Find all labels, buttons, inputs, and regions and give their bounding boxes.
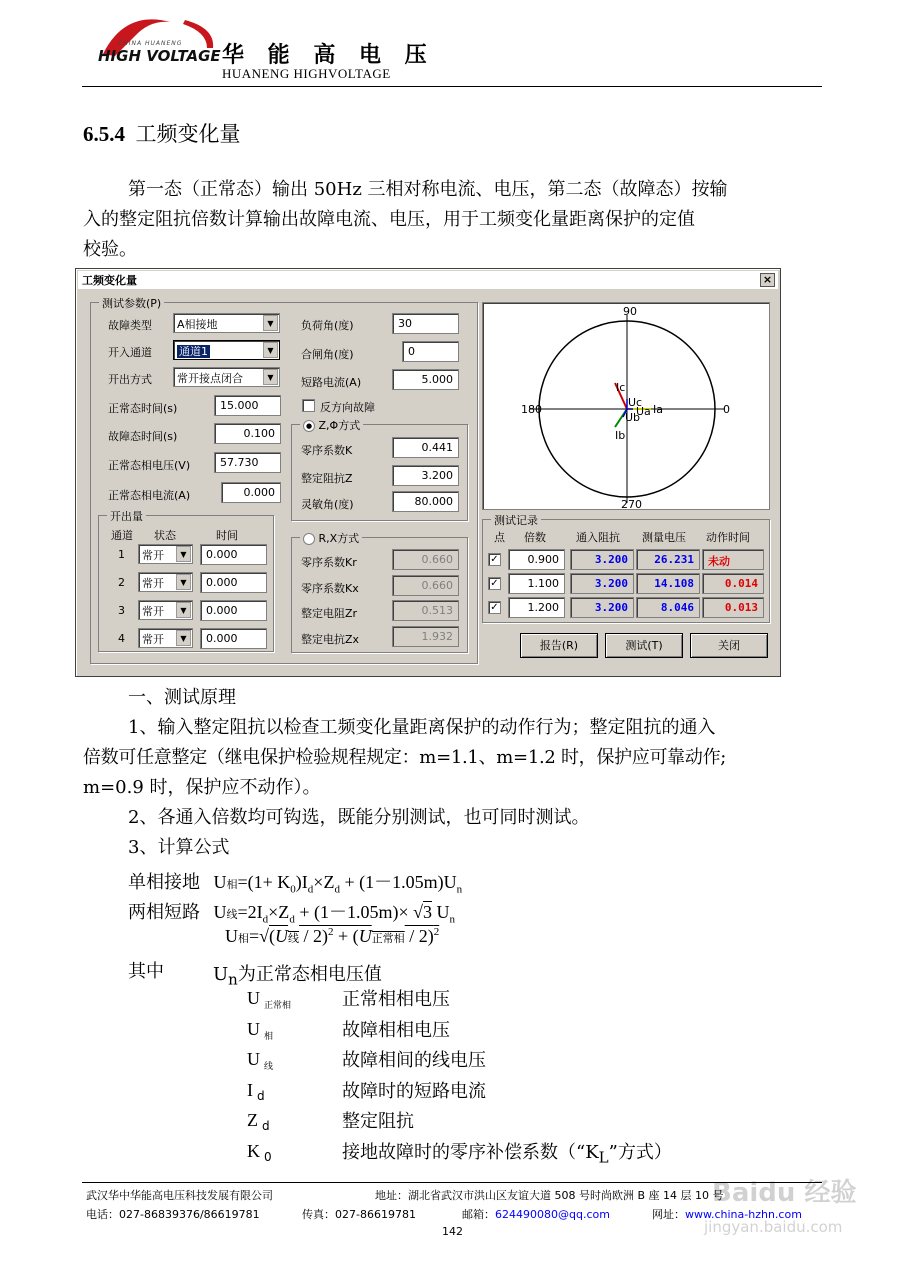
normal-current-label: 正常态相电流(A) — [108, 489, 191, 502]
fault-type-select[interactable] — [173, 313, 280, 333]
web-link[interactable]: www.china-hzhn.com — [685, 1208, 802, 1221]
formula-label: 单相接地 — [128, 872, 200, 893]
short-current-input[interactable]: 5.000 — [392, 369, 459, 390]
uc-label: Uc — [628, 396, 643, 409]
output-time-input[interactable]: 0.000 — [200, 572, 267, 593]
output-state-value: 常开 — [142, 633, 164, 646]
outputs-header-time: 时间 — [216, 529, 238, 542]
output-time-input[interactable]: 0.000 — [200, 544, 267, 565]
record-voltage: 26.231 — [636, 549, 700, 570]
normal-voltage-label: 正常态相电压(V) — [108, 459, 191, 472]
record-voltage: 8.046 — [636, 597, 700, 618]
record-impedance: 3.200 — [570, 597, 634, 618]
record-checkbox[interactable]: ✓ — [488, 577, 501, 590]
xset-label: 整定电抗Zx — [301, 633, 360, 646]
zphi-radio[interactable]: ● — [303, 420, 315, 432]
rx-radio[interactable] — [303, 533, 315, 545]
load-angle-input[interactable]: 30 — [392, 313, 459, 334]
close-angle-input[interactable]: 0 — [402, 341, 459, 362]
params-group-label: 测试参数(P) — [99, 295, 164, 311]
record-checkbox[interactable]: ✓ — [488, 553, 501, 566]
footer-web: 网址：www.china-hzhn.com — [652, 1208, 802, 1221]
rec-header-time: 动作时间 — [706, 531, 750, 544]
k0-label: 零序系数K — [301, 444, 353, 457]
fault-time-label: 故障态时间(s) — [108, 430, 178, 443]
kx-input[interactable]: 0.660 — [392, 575, 459, 596]
fault-type-value: A相接地 — [177, 318, 218, 331]
chevron-down-icon[interactable]: ▼ — [176, 546, 191, 562]
reverse-fault-checkbox[interactable] — [302, 399, 315, 412]
output-channel: 3 — [118, 604, 125, 617]
zset-input[interactable]: 3.200 — [392, 465, 459, 486]
output-channel: 1 — [118, 548, 125, 561]
section-title — [83, 118, 241, 148]
output-state-select[interactable] — [138, 600, 193, 620]
footer-fax: 传真：027-86619781 — [302, 1208, 416, 1221]
fault-type-label: 故障类型 — [108, 319, 152, 332]
rset-input[interactable]: 0.513 — [392, 600, 459, 621]
dialog-title: 工频变化量 — [82, 274, 137, 287]
rec-header-multiple: 倍数 — [524, 531, 546, 544]
company-name-cn: 华 能 高 电 压 — [222, 43, 435, 68]
input-channel-select[interactable] — [173, 340, 280, 360]
output-channel: 4 — [118, 632, 125, 645]
record-impedance: 3.200 — [570, 573, 634, 594]
reverse-fault-label: 反方向故障 — [320, 401, 375, 414]
def-description: 整定阻抗 — [342, 1111, 414, 1132]
def-description: 故障时的短路电流 — [342, 1080, 486, 1102]
ub-label: Ub — [625, 411, 641, 424]
intro-line: 入的整定阻抗倍数计算输出故障电流、电压，用于工频变化量距离保护的定值 — [83, 209, 695, 230]
formula-two-phase: 两相短路 U线$=2I_d\times Z_d + (1-1.05m)\times √3$ $U_n$ — [128, 902, 455, 926]
un-definition-text: $U_n$为正常态相电压值 — [213, 964, 382, 989]
output-mode-label: 开出方式 — [108, 373, 152, 386]
record-multiple-input[interactable]: 0.900 — [508, 549, 565, 570]
principle-section — [83, 683, 828, 863]
output-mode-select[interactable] — [173, 367, 280, 387]
output-state-value: 常开 — [142, 549, 164, 562]
outputs-group-label: 开出量 — [107, 508, 146, 524]
input-channel-label: 开入通道 — [108, 346, 152, 359]
ic-label: Ic — [616, 381, 626, 394]
def-description: 正常相相电压 — [342, 989, 450, 1010]
email-link[interactable]: 624490080@qq.com — [495, 1208, 610, 1221]
record-time: 0.014 — [702, 573, 764, 594]
principle-line: 倍数可任意整定（继电保护检验规程规定：m=1.1、m=1.2 时，保护应可靠动作; — [83, 747, 727, 768]
input-channel-value: 通道1 — [179, 345, 208, 358]
output-time-input[interactable]: 0.000 — [200, 600, 267, 621]
intro-line: 校验。 — [83, 239, 137, 260]
output-mode-value: 常开接点闭合 — [177, 372, 243, 385]
def-description: 故障相相电压 — [342, 1019, 450, 1041]
normal-voltage-input[interactable]: 57.730 — [214, 452, 281, 473]
record-time: 未动 — [702, 549, 764, 570]
k0-input[interactable]: 0.441 — [392, 437, 459, 458]
fault-time-input[interactable]: 0.100 — [214, 423, 281, 444]
output-state-select[interactable] — [138, 628, 193, 648]
output-state-select[interactable] — [138, 572, 193, 592]
footer-address: 地址：湖北省武汉市洪山区友谊大道 508 号时尚欧洲 B 座 14 层 10 号 — [375, 1189, 724, 1202]
principle-line: 2、各通入倍数均可钩选，既能分别测试，也可同时测试。 — [128, 807, 590, 828]
page-number: 142 — [442, 1225, 463, 1238]
chevron-down-icon[interactable]: ▼ — [176, 630, 191, 646]
def-symbol: Z $_d$ — [247, 1110, 270, 1133]
ua-label: Ua — [636, 405, 651, 418]
output-state-value: 常开 — [142, 605, 164, 618]
vector-diagram — [483, 303, 771, 511]
ib-label: Ib — [615, 429, 626, 442]
logo-main-text: HIGH VOLTAGE — [98, 47, 221, 65]
zphi-group-label: ● Z,Φ方式 — [300, 417, 363, 433]
load-angle-label: 负荷角(度) — [301, 319, 354, 332]
record-multiple-input[interactable]: 1.200 — [508, 597, 565, 618]
section-title-text: 工频变化量 — [135, 122, 241, 146]
watermark: Baidu 经验 — [712, 1178, 857, 1208]
principle-line: 3、计算公式 — [128, 837, 230, 858]
section-number: 6.5.4 — [83, 122, 125, 146]
def-symbol: K $_0$ — [247, 1140, 272, 1164]
normal-time-label: 正常态时间(s) — [108, 402, 178, 415]
output-channel: 2 — [118, 576, 125, 589]
formula-label: 两相短路 — [128, 902, 200, 923]
record-voltage: 14.108 — [636, 573, 700, 594]
formula-phase-voltage: U相=√(U线 / 2)$^2$ + (U正常相 / 2)$^2$ — [225, 926, 440, 946]
zset-label: 整定阻抗Z — [301, 472, 353, 485]
header-divider — [82, 86, 822, 87]
rec-header-impedance: 通入阻抗 — [576, 531, 620, 544]
rec-header-point: 点 — [494, 531, 505, 544]
close-angle-label: 合闸角(度) — [301, 348, 354, 361]
records-group-label: 测试记录 — [491, 512, 541, 528]
angle-270-label: 270 — [621, 498, 642, 511]
logo-top-text: CHINA HUANENG — [118, 40, 183, 47]
principle-line: 1、输入整定阻抗以检查工频变化量距离保护的动作行为；整定阻抗的通入 — [128, 717, 716, 738]
kx-label: 零序系数Kx — [301, 582, 359, 595]
angle-0-label: 0 — [723, 403, 730, 416]
footer-email: 邮箱：624490080@qq.com — [462, 1208, 610, 1221]
chevron-down-icon[interactable]: ▼ — [263, 369, 278, 385]
angle-180-label: 180 — [521, 403, 542, 416]
principle-line: m=0.9 时，保护应不动作）。 — [83, 777, 321, 798]
def-description: 接地故障时的零序补偿系数（“$K_L$”方式） — [342, 1141, 672, 1167]
normal-current-input[interactable]: 0.000 — [221, 482, 281, 503]
outputs-header-state: 状态 — [154, 529, 176, 542]
normal-time-input[interactable]: 15.000 — [214, 395, 281, 416]
short-current-label: 短路电流(A) — [301, 376, 362, 389]
close-icon[interactable]: × — [760, 273, 775, 287]
def-symbol: U $_{正常相}$ — [247, 988, 292, 1011]
where-label: 其中 — [128, 961, 164, 982]
chevron-down-icon[interactable]: ▼ — [176, 574, 191, 590]
footer-divider — [82, 1182, 822, 1183]
rset-label: 整定电阻Zr — [301, 607, 358, 620]
company-name-en: HUANENG HIGHVOLTAGE — [222, 66, 391, 81]
kr-input[interactable]: 0.660 — [392, 549, 459, 570]
def-symbol: I $_d$ — [247, 1079, 265, 1103]
chevron-down-icon[interactable]: ▼ — [263, 342, 278, 358]
kr-label: 零序系数Kr — [301, 556, 357, 569]
dialog-window — [75, 268, 781, 677]
rec-header-voltage: 测量电压 — [642, 531, 686, 544]
close-button[interactable]: 关闭 — [690, 633, 768, 658]
dialog-titlebar — [78, 271, 778, 289]
record-multiple-input[interactable]: 1.100 — [508, 573, 565, 594]
output-time-input[interactable]: 0.000 — [200, 628, 267, 649]
footer-phone: 电话：027-86839376/86619781 — [86, 1208, 260, 1221]
formula-single-phase: 单相接地 U相$=(1+ K_0)I_d\times Z_d + (1-1.05m)U_n$ — [128, 872, 463, 896]
output-state-select[interactable] — [138, 544, 193, 564]
record-impedance: 3.200 — [570, 549, 634, 570]
def-description: 故障相间的线电压 — [342, 1050, 486, 1071]
vector-panel — [482, 302, 770, 510]
footer-company: 武汉华中华能高电压科技发展有限公司 — [86, 1189, 273, 1202]
def-symbol: U $_线$ — [247, 1049, 274, 1072]
chevron-down-icon[interactable]: ▼ — [263, 315, 278, 331]
report-button[interactable]: 报告(R) — [520, 633, 598, 658]
test-button[interactable]: 测试(T) — [605, 633, 683, 658]
output-state-value: 常开 — [142, 577, 164, 590]
chevron-down-icon[interactable]: ▼ — [176, 602, 191, 618]
ia-label: Ia — [653, 403, 663, 416]
intro-line: 第一态（正常态）输出 50Hz 三相对称电流、电压，第二态（故障态）按输 — [128, 179, 728, 200]
watermark-url: jingyan.baidu.com — [704, 1218, 843, 1236]
angle-90-label: 90 — [623, 305, 637, 318]
sens-angle-input[interactable]: 80.000 — [392, 491, 459, 512]
rx-group-label: R,X方式 — [300, 530, 362, 546]
record-time: 0.013 — [702, 597, 764, 618]
outputs-header-channel: 通道 — [111, 529, 133, 542]
xset-input[interactable]: 1.932 — [392, 626, 459, 647]
intro-paragraph — [83, 175, 823, 265]
record-checkbox[interactable]: ✓ — [488, 601, 501, 614]
sens-angle-label: 灵敏角(度) — [301, 498, 354, 511]
principle-heading: 一、测试原理 — [128, 687, 236, 708]
def-symbol: U $_相$ — [247, 1018, 274, 1042]
